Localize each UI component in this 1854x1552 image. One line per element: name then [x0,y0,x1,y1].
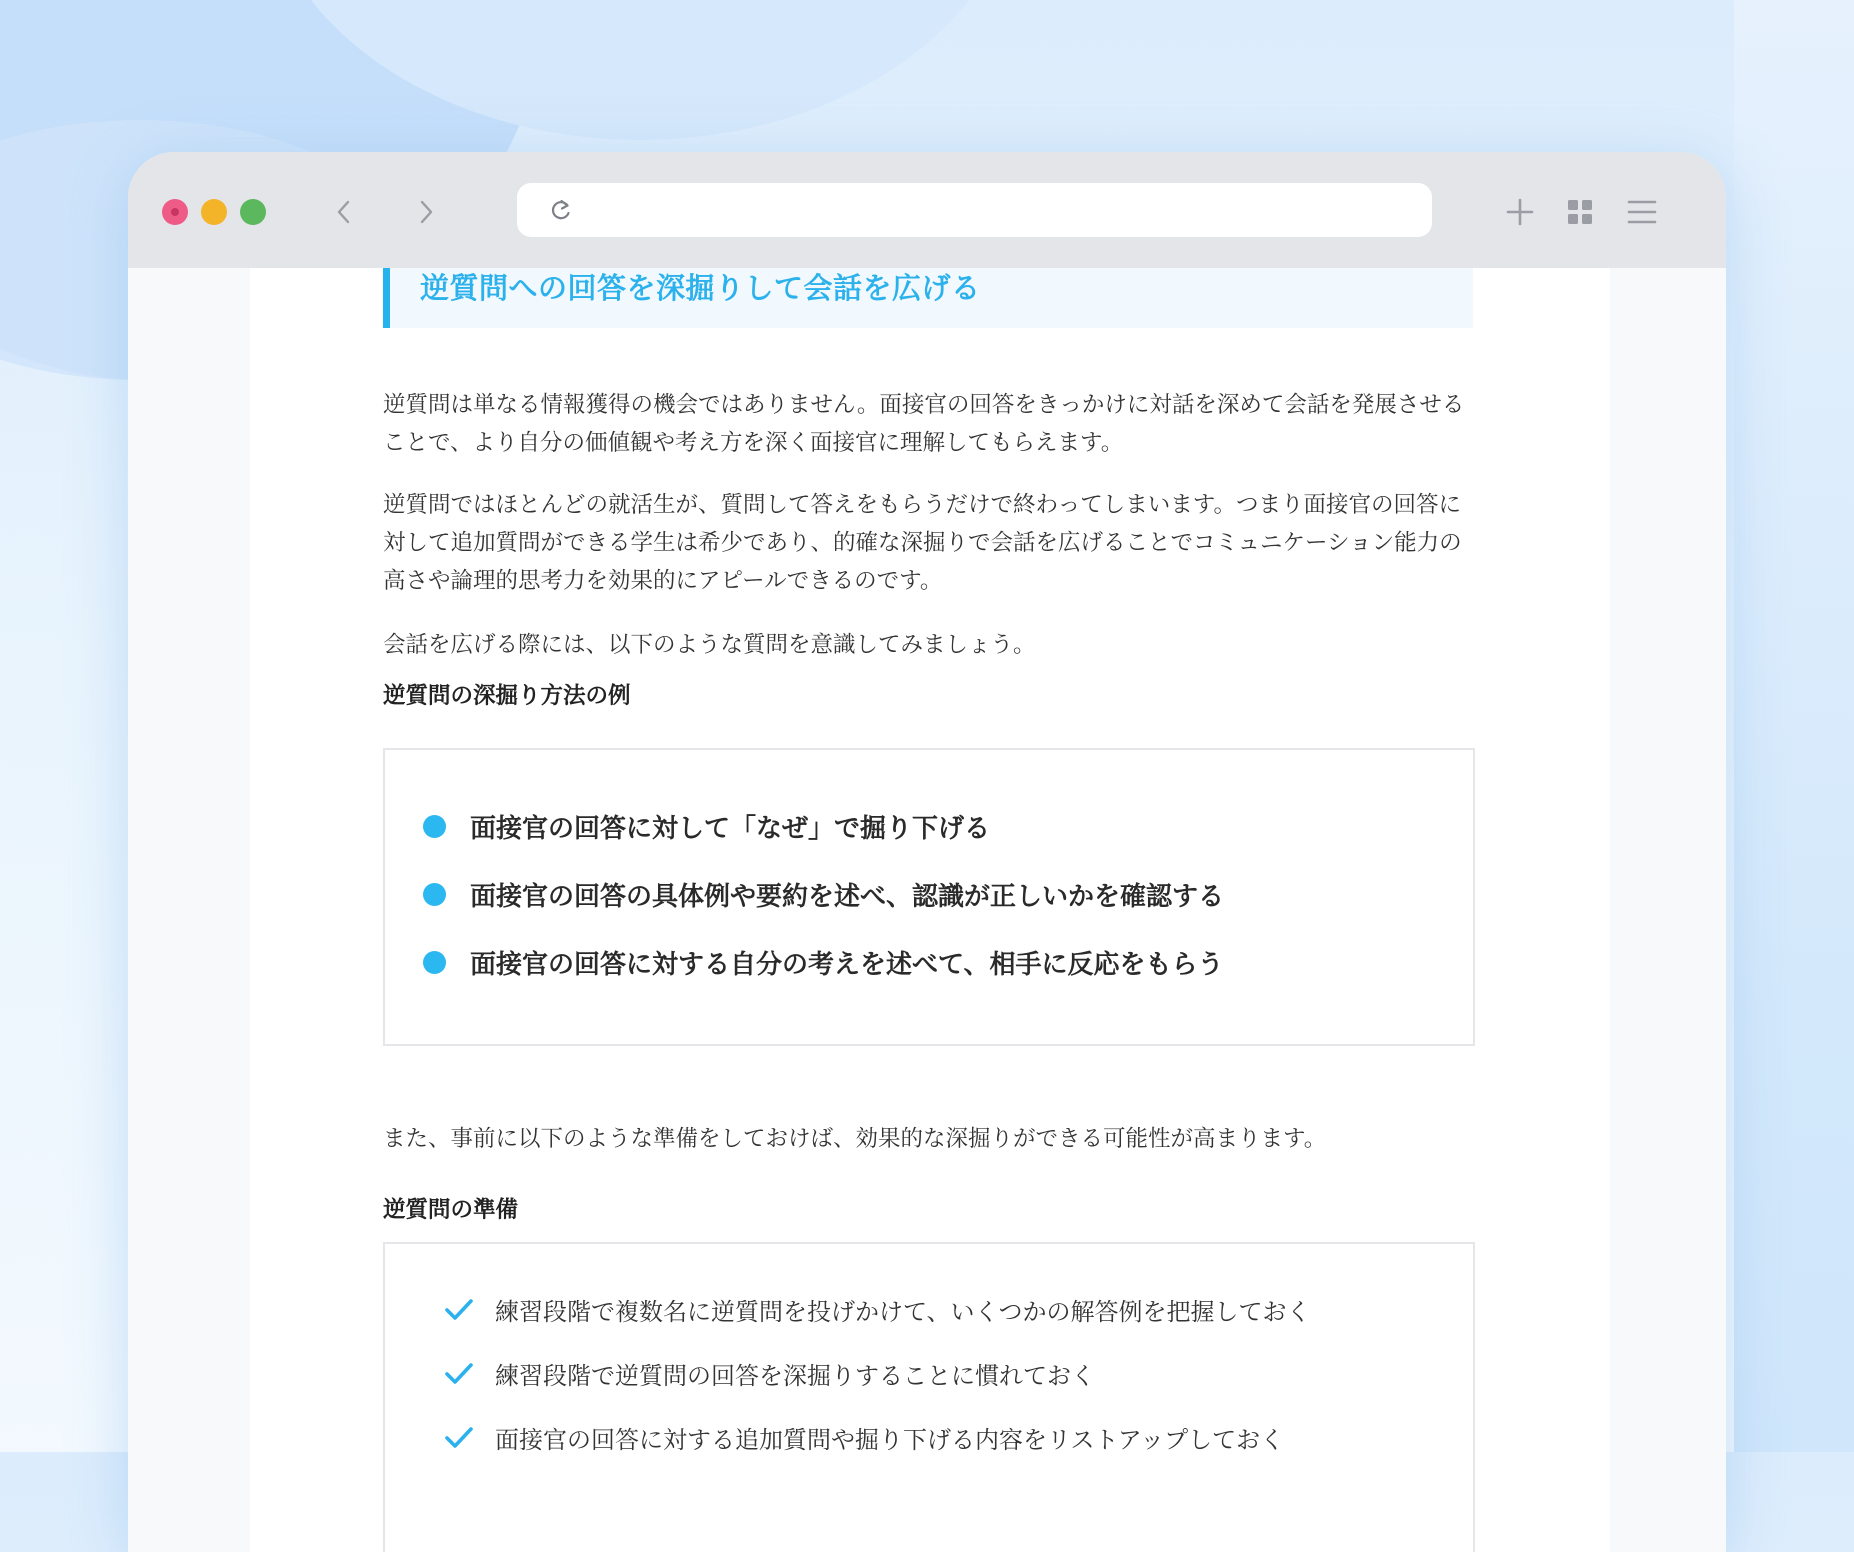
subheading: 逆質問の深掘り方法の例 [383,683,631,709]
grid-icon [1566,198,1594,226]
plus-icon [1505,197,1535,227]
list-item [423,944,1223,981]
paragraph: 逆質問ではほとんどの就活生が、質問して答えをもらうだけで終わってしまいます。つまり面接官の回答に対して追加質問ができる学生は希少であり、的確な深掘りで会話を広げることでコミュニケーション能力の高さや論理的思考力を効果的にアピールできるのです。 [383,492,1462,594]
bullet-dot-icon [423,815,446,838]
checklist-item-text: 練習段階で逆質問の回答を深掘りすることに慣れておく [495,1362,1095,1390]
checklist-box [383,1242,1475,1552]
background-gradient [1734,0,1854,1452]
subheading: 逆質問の準備 [383,1197,519,1223]
minimize-window-button[interactable] [201,199,227,225]
list-item-text: 面接官の回答に対する自分の考えを述べて、相手に反応をもらう [470,950,1224,980]
checklist-item [443,1356,1095,1391]
bullet-dot-icon [423,883,446,906]
back-button[interactable] [324,190,364,234]
chevron-left-icon [336,199,352,225]
list-item-text: 面接官の回答の具体例や要約を述べ、認識が正しいかを確認する [470,882,1225,912]
section-heading [383,268,1473,328]
checklist-item [443,1292,1311,1327]
address-bar[interactable] [517,183,1432,237]
checkmark-icon [443,1360,475,1388]
section-heading-text: 逆質問への回答を深掘りして会話を広げる [420,271,981,305]
new-tab-button[interactable] [1498,190,1542,234]
list-item-text: 面接官の回答に対して「なぜ」で掘り下げる [470,814,991,844]
bullet-dot-icon [423,951,446,974]
list-item [423,808,990,845]
paragraph: 会話を広げる際には、以下のような質問を意識してみましょう。 [383,632,1036,658]
checkmark-icon [443,1424,475,1452]
checklist-item-text: 面接官の回答に対する追加質問や掘り下げる内容をリストアップしておく [495,1426,1285,1454]
browser-window [128,152,1726,1552]
list-item [423,876,1224,913]
checklist-item-text: 練習段階で複数名に逆質問を投げかけて、いくつかの解答例を把握しておく [495,1298,1311,1326]
close-window-button[interactable] [162,199,188,225]
bullet-list-box [383,748,1475,1046]
checklist-item [443,1420,1284,1455]
menu-button[interactable] [1620,190,1664,234]
reload-button[interactable] [547,196,575,224]
maximize-window-button[interactable] [240,199,266,225]
chevron-right-icon [418,199,434,225]
browser-toolbar [128,152,1726,268]
tab-overview-button[interactable] [1558,190,1602,234]
reload-icon [547,196,575,224]
hamburger-menu-icon [1627,199,1657,225]
forward-button[interactable] [406,190,446,234]
checkmark-icon [443,1296,475,1324]
paragraph: 逆質問は単なる情報獲得の機会ではありません。面接官の回答をきっかけに対話を深めて会話を発展させることで、より自分の価値観や考え方を深く面接官に理解してもらえます。 [383,392,1465,456]
page-viewport[interactable] [128,268,1726,1552]
article-content [250,268,1610,1552]
paragraph: また、事前に以下のような準備をしておけば、効果的な深掘りができる可能性が高まります。 [383,1126,1327,1152]
